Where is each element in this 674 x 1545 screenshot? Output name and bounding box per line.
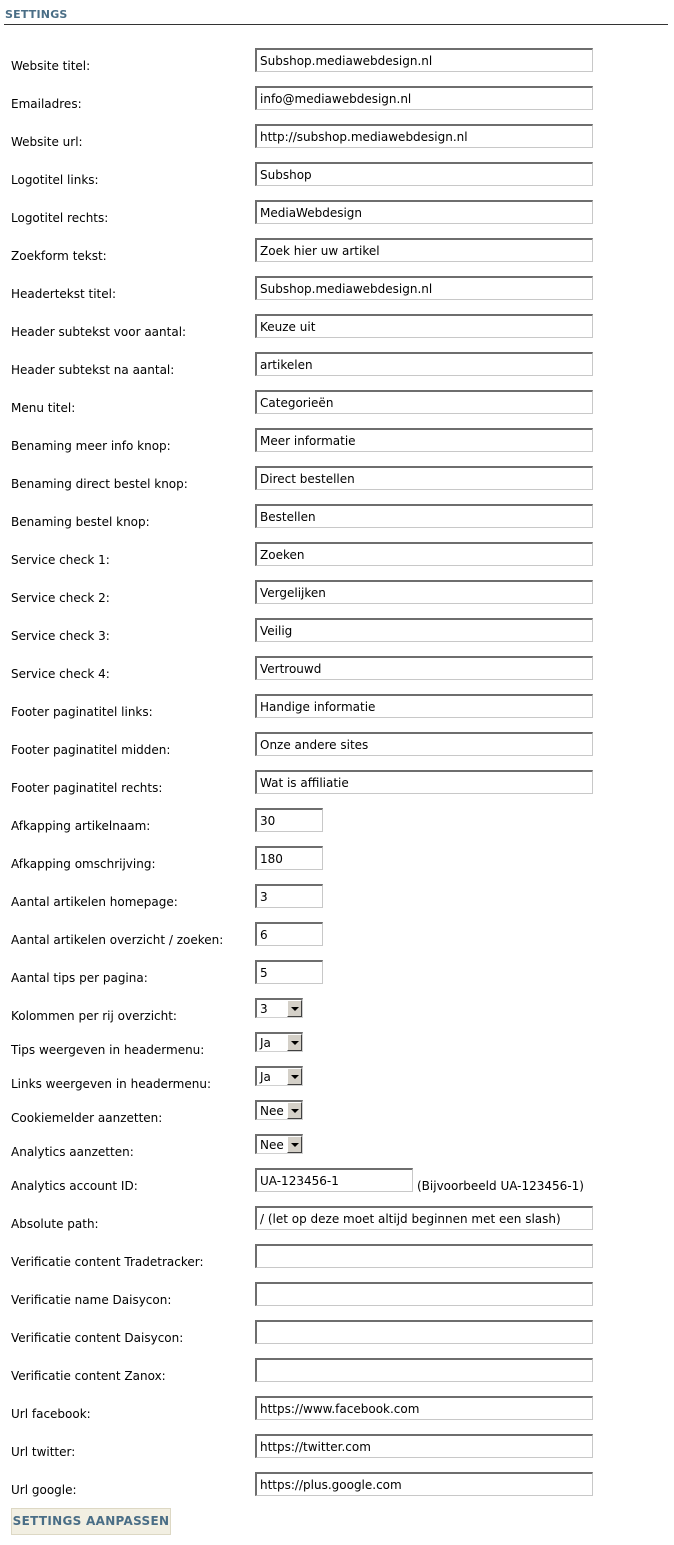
page-title: SETTINGS bbox=[5, 8, 68, 21]
row-direct-bestel-knop bbox=[0, 466, 674, 504]
logotitel-rechts-input[interactable]: MediaWebdesign bbox=[255, 200, 593, 224]
row-header-subtekst-voor bbox=[0, 314, 674, 352]
analytics-id-hint: (Bijvoorbeeld UA-123456-1) bbox=[417, 1179, 584, 1193]
label-absolute-path: Absolute path: bbox=[11, 1217, 99, 1231]
meer-info-knop-input[interactable]: Meer informatie bbox=[255, 428, 593, 452]
absolute-path-input[interactable]: / (let op deze moet altijd beginnen met een slash) bbox=[255, 1206, 593, 1230]
label-bestel-knop: Benaming bestel knop: bbox=[11, 515, 150, 529]
tips-headermenu-select[interactable] bbox=[255, 1032, 303, 1052]
row-kolommen-per-rij bbox=[0, 998, 674, 1036]
label-service-check-2: Service check 2: bbox=[11, 591, 110, 605]
label-direct-bestel-knop: Benaming direct bestel knop: bbox=[11, 477, 188, 491]
afkapping-artikelnaam-input[interactable]: 30 bbox=[255, 808, 323, 832]
label-meer-info-knop: Benaming meer info knop: bbox=[11, 439, 171, 453]
headertekst-titel-input[interactable]: Subshop.mediawebdesign.nl bbox=[255, 276, 593, 300]
label-cookiemelder: Cookiemelder aanzetten: bbox=[11, 1111, 163, 1125]
row-verif-name-daisycon bbox=[0, 1282, 674, 1320]
row-logotitel-rechts bbox=[0, 200, 674, 238]
label-verif-content-daisycon: Verificatie content Daisycon: bbox=[11, 1331, 184, 1345]
service-check-1-input[interactable]: Zoeken bbox=[255, 542, 593, 566]
label-website-titel: Website titel: bbox=[11, 59, 91, 73]
label-links-headermenu: Links weergeven in headermenu: bbox=[11, 1077, 211, 1091]
settings-submit-button[interactable]: SETTINGS AANPASSEN bbox=[11, 1508, 171, 1535]
label-url-google: Url google: bbox=[11, 1483, 77, 1497]
direct-bestel-knop-input[interactable]: Direct bestellen bbox=[255, 466, 593, 490]
logotitel-links-input[interactable]: Subshop bbox=[255, 162, 593, 186]
row-verif-tradetracker bbox=[0, 1244, 674, 1282]
row-afkapping-omschrijving bbox=[0, 846, 674, 884]
label-service-check-1: Service check 1: bbox=[11, 553, 110, 567]
row-absolute-path bbox=[0, 1206, 674, 1244]
row-verif-content-daisycon bbox=[0, 1320, 674, 1358]
cookiemelder-select[interactable] bbox=[255, 1100, 303, 1120]
url-twitter-input[interactable]: https://twitter.com bbox=[255, 1434, 593, 1458]
row-cookiemelder bbox=[0, 1100, 674, 1138]
menu-titel-input[interactable]: Categorieën bbox=[255, 390, 593, 414]
row-service-check-4 bbox=[0, 656, 674, 694]
url-facebook-input[interactable]: https://www.facebook.com bbox=[255, 1396, 593, 1420]
label-verif-name-daisycon: Verificatie name Daisycon: bbox=[11, 1293, 172, 1307]
chevron-down-icon[interactable] bbox=[287, 1102, 302, 1119]
website-url-input[interactable]: http://subshop.mediawebdesign.nl bbox=[255, 124, 593, 148]
afkapping-omschrijving-input[interactable]: 180 bbox=[255, 846, 323, 870]
website-titel-input[interactable]: Subshop.mediawebdesign.nl bbox=[255, 48, 593, 72]
row-verif-zanox bbox=[0, 1358, 674, 1396]
links-headermenu-select[interactable] bbox=[255, 1066, 303, 1086]
label-verif-tradetracker: Verificatie content Tradetracker: bbox=[11, 1255, 204, 1269]
chevron-down-icon[interactable] bbox=[287, 1136, 302, 1153]
row-analytics-id bbox=[0, 1168, 674, 1206]
label-kolommen-per-rij: Kolommen per rij overzicht: bbox=[11, 1009, 177, 1023]
label-menu-titel: Menu titel: bbox=[11, 401, 76, 415]
row-website-url bbox=[0, 124, 674, 162]
label-tips-per-pagina: Aantal tips per pagina: bbox=[11, 971, 148, 985]
links-headermenu-value: Ja bbox=[260, 1070, 271, 1084]
artikelen-homepage-input[interactable]: 3 bbox=[255, 884, 323, 908]
label-website-url: Website url: bbox=[11, 135, 83, 149]
tips-per-pagina-input[interactable]: 5 bbox=[255, 960, 323, 984]
footer-rechts-input[interactable]: Wat is affiliatie bbox=[255, 770, 593, 794]
label-header-subtekst-na: Header subtekst na aantal: bbox=[11, 363, 175, 377]
url-google-input[interactable]: https://plus.google.com bbox=[255, 1472, 593, 1496]
artikelen-overzicht-input[interactable]: 6 bbox=[255, 922, 323, 946]
chevron-down-icon[interactable] bbox=[287, 1068, 302, 1085]
label-emailadres: Emailadres: bbox=[11, 97, 82, 111]
kolommen-per-rij-value: 3 bbox=[260, 1002, 268, 1016]
verif-zanox-input[interactable] bbox=[255, 1358, 593, 1382]
chevron-down-icon[interactable] bbox=[287, 1000, 302, 1017]
row-tips-headermenu bbox=[0, 1032, 674, 1070]
row-logotitel-links bbox=[0, 162, 674, 200]
analytics-id-input[interactable]: UA-123456-1 bbox=[255, 1168, 413, 1192]
label-url-facebook: Url facebook: bbox=[11, 1407, 91, 1421]
row-footer-midden bbox=[0, 732, 674, 770]
row-emailadres bbox=[0, 86, 674, 124]
row-meer-info-knop bbox=[0, 428, 674, 466]
footer-links-input[interactable]: Handige informatie bbox=[255, 694, 593, 718]
analytics-aanzetten-value: Nee bbox=[260, 1138, 284, 1152]
header-subtekst-na-input[interactable]: artikelen bbox=[255, 352, 593, 376]
analytics-aanzetten-select[interactable] bbox=[255, 1134, 303, 1154]
tips-headermenu-value: Ja bbox=[260, 1036, 271, 1050]
label-header-subtekst-voor: Header subtekst voor aantal: bbox=[11, 325, 187, 339]
row-tips-per-pagina bbox=[0, 960, 674, 998]
label-footer-midden: Footer paginatitel midden: bbox=[11, 743, 171, 757]
service-check-3-input[interactable]: Veilig bbox=[255, 618, 593, 642]
row-artikelen-homepage bbox=[0, 884, 674, 922]
row-service-check-2 bbox=[0, 580, 674, 618]
row-website-titel bbox=[0, 48, 674, 86]
row-links-headermenu bbox=[0, 1066, 674, 1104]
bestel-knop-input[interactable]: Bestellen bbox=[255, 504, 593, 528]
kolommen-per-rij-select[interactable] bbox=[255, 998, 303, 1018]
title-divider bbox=[4, 24, 668, 25]
label-afkapping-omschrijving: Afkapping omschrijving: bbox=[11, 857, 156, 871]
row-service-check-3 bbox=[0, 618, 674, 656]
emailadres-input[interactable]: info@mediawebdesign.nl bbox=[255, 86, 593, 110]
header-subtekst-voor-input[interactable]: Keuze uit bbox=[255, 314, 593, 338]
row-service-check-1 bbox=[0, 542, 674, 580]
row-header-subtekst-na bbox=[0, 352, 674, 390]
cookiemelder-value: Nee bbox=[260, 1104, 284, 1118]
label-afkapping-artikelnaam: Afkapping artikelnaam: bbox=[11, 819, 151, 833]
label-footer-links: Footer paginatitel links: bbox=[11, 705, 153, 719]
label-zoekform-tekst: Zoekform tekst: bbox=[11, 249, 107, 263]
row-footer-links bbox=[0, 694, 674, 732]
verif-content-daisycon-input[interactable] bbox=[255, 1320, 593, 1344]
label-logotitel-rechts: Logotitel rechts: bbox=[11, 211, 109, 225]
row-url-twitter bbox=[0, 1434, 674, 1472]
label-verif-zanox: Verificatie content Zanox: bbox=[11, 1369, 166, 1383]
verif-tradetracker-input[interactable] bbox=[255, 1244, 593, 1268]
row-footer-rechts bbox=[0, 770, 674, 808]
row-artikelen-overzicht bbox=[0, 922, 674, 960]
label-logotitel-links: Logotitel links: bbox=[11, 173, 99, 187]
row-headertekst-titel bbox=[0, 276, 674, 314]
label-analytics-id: Analytics account ID: bbox=[11, 1179, 138, 1193]
row-url-facebook bbox=[0, 1396, 674, 1434]
chevron-down-icon[interactable] bbox=[287, 1034, 302, 1051]
label-analytics-aanzetten: Analytics aanzetten: bbox=[11, 1145, 134, 1159]
service-check-4-input[interactable]: Vertrouwd bbox=[255, 656, 593, 680]
row-menu-titel bbox=[0, 390, 674, 428]
label-url-twitter: Url twitter: bbox=[11, 1445, 76, 1459]
label-footer-rechts: Footer paginatitel rechts: bbox=[11, 781, 163, 795]
label-service-check-3: Service check 3: bbox=[11, 629, 110, 643]
row-bestel-knop bbox=[0, 504, 674, 542]
label-tips-headermenu: Tips weergeven in headermenu: bbox=[11, 1043, 205, 1057]
label-artikelen-homepage: Aantal artikelen homepage: bbox=[11, 895, 178, 909]
verif-name-daisycon-input[interactable] bbox=[255, 1282, 593, 1306]
zoekform-tekst-input[interactable]: Zoek hier uw artikel bbox=[255, 238, 593, 262]
row-url-google bbox=[0, 1472, 674, 1510]
service-check-2-input[interactable]: Vergelijken bbox=[255, 580, 593, 604]
label-service-check-4: Service check 4: bbox=[11, 667, 110, 681]
label-artikelen-overzicht: Aantal artikelen overzicht / zoeken: bbox=[11, 933, 224, 947]
row-analytics-aanzetten bbox=[0, 1134, 674, 1172]
row-zoekform-tekst bbox=[0, 238, 674, 276]
footer-midden-input[interactable]: Onze andere sites bbox=[255, 732, 593, 756]
row-afkapping-artikelnaam bbox=[0, 808, 674, 846]
label-headertekst-titel: Headertekst titel: bbox=[11, 287, 117, 301]
